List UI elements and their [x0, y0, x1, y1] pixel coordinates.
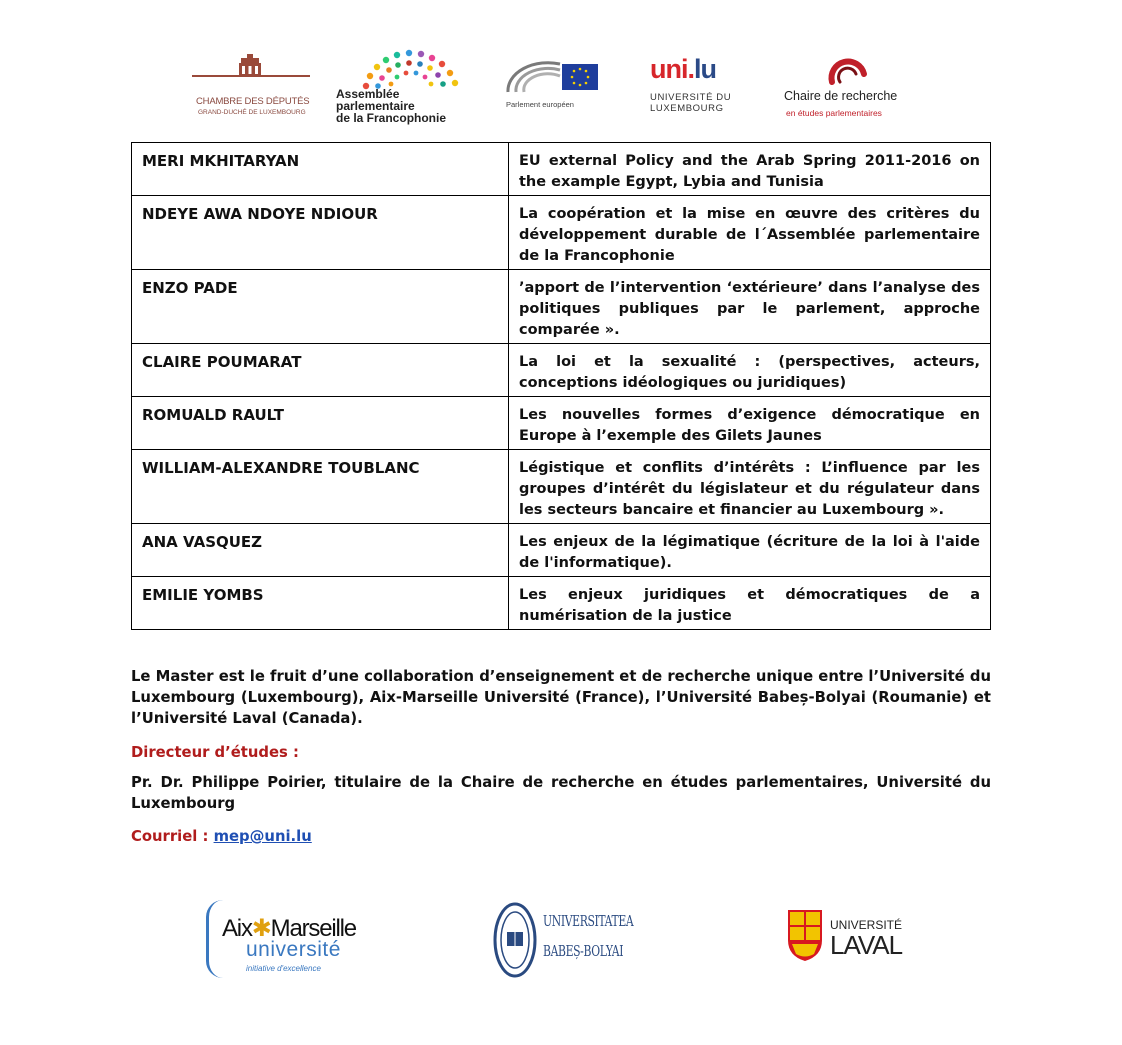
unilu-wordmark — [650, 54, 716, 85]
student-name: ENZO PADE — [132, 270, 509, 344]
table-row — [132, 270, 991, 344]
thesis-topic: ’apport de l’intervention ‘extérieure’ dans l’analyse des politiques publiques par le parlement, approche comparée ». — [509, 270, 991, 344]
ubb-line2: BABEȘ-BOLYAI — [543, 942, 624, 960]
university-luxembourg-logo — [646, 56, 756, 116]
table-row — [132, 196, 991, 270]
amu-line2: université — [246, 938, 341, 961]
aix-marseille-logo — [206, 900, 366, 982]
laval-line2: LAVAL — [830, 930, 903, 960]
student-name: MERI MKHITARYAN — [132, 143, 509, 196]
student-name: ROMUALD RAULT — [132, 397, 509, 450]
table-row — [132, 397, 991, 450]
amu-line3: initiative d'excellence — [246, 964, 321, 973]
unilu-lu: lu — [694, 54, 717, 84]
thesis-topic: La loi et la sexualité : (perspectives, acteurs, conceptions idéologiques ou juridiques) — [509, 344, 991, 397]
email-link[interactable]: mep@uni.lu — [213, 828, 312, 845]
apf-logo-line3: de la Francophonie — [336, 111, 447, 125]
table-row — [132, 450, 991, 524]
thesis-topic: Les enjeux juridiques et démocratiques de a numérisation de la justice — [509, 577, 991, 630]
thesis-topic: Légistique et conflits d’intérêts : L’influence par les groupes d’intérêt du législateur et du régulateur dans les secteurs bancaire et financier au Luxembourg ». — [509, 450, 991, 524]
thesis-topic: EU external Policy and the Arab Spring 2011-2016 on the example Egypt, Lybia and Tunisia — [509, 143, 991, 196]
student-name: CLAIRE POUMARAT — [132, 344, 509, 397]
unilu-dot: . — [687, 54, 695, 84]
student-name: NDEYE AWA NDOYE NDIOUR — [132, 196, 509, 270]
director-heading: Directeur d’études : — [131, 744, 299, 761]
universite-laval-logo — [786, 908, 910, 968]
collaboration-paragraph: Le Master est le fruit d’une collaboration d’enseignement et de recherche unique entre l’Université du Luxembourg (Luxembourg), Aix-Marseille Université (France), l’Université Babeș-Bolyai (Roumanie) et l’Université Laval (Canada). — [131, 668, 991, 727]
student-name: ANA VASQUEZ — [132, 524, 509, 577]
students-topics-table — [131, 142, 991, 630]
table-row — [132, 143, 991, 196]
table-row — [132, 344, 991, 397]
parliament-hemicycle-icon — [504, 58, 600, 98]
chaire-recherche-logo — [782, 52, 922, 124]
table-row — [132, 577, 991, 630]
chambre-logo-line1: CHAMBRE DES DÉPUTÉS — [196, 96, 310, 107]
student-name: EMILIE YOMBS — [132, 577, 509, 630]
table-row — [132, 524, 991, 577]
apf-logo — [334, 48, 472, 124]
email-line — [131, 826, 991, 847]
director-paragraph: Pr. Dr. Philippe Poirier, titulaire de la Chaire de recherche en études parlementaires, Université du Luxembourg — [131, 774, 991, 812]
student-name: WILLIAM-ALEXANDRE TOUBLANC — [132, 450, 509, 524]
chambre-des-deputes-logo — [188, 52, 313, 120]
babes-bolyai-logo — [493, 900, 633, 980]
unilu-sub2: LUXEMBOURG — [650, 103, 724, 114]
apf-dots-arc-icon — [358, 48, 468, 90]
chambre-rule — [192, 75, 310, 77]
amu-marseille: Marseille — [270, 915, 356, 942]
apf-logo-line2: parlementaire — [336, 99, 415, 113]
ubb-seal-icon — [493, 902, 537, 978]
thesis-topic: La coopération et la mise en œuvre des critères du développement durable de l´Assemblée parlementaire de la Francophonie — [509, 196, 991, 270]
amu-bracket — [206, 900, 223, 978]
chaire-swoosh-icon — [826, 52, 870, 88]
amu-aix: Aix — [222, 915, 252, 942]
unilu-sub1: UNIVERSITÉ DU — [650, 92, 732, 103]
laval-shield-icon — [786, 908, 824, 962]
ubb-line1: UNIVERSITATEA — [543, 912, 634, 930]
chambre-logo-line2: GRAND-DUCHÉ DE LUXEMBOURG — [198, 109, 306, 116]
email-label: Courriel : — [131, 828, 214, 845]
laval-line1: UNIVERSITÉ — [830, 918, 903, 932]
parlement-europeen-logo — [504, 58, 602, 114]
chaire-logo-line2: en études parlementaires — [786, 108, 882, 118]
amu-star-icon: ✱ — [251, 915, 271, 942]
parlement-europeen-label: Parlement européen — [506, 100, 574, 109]
thesis-topic: Les nouvelles formes d’exigence démocratique en Europe à l’exemple des Gilets Jaunes — [509, 397, 991, 450]
unilu-uni: uni — [650, 54, 688, 84]
chaire-logo-line1: Chaire de recherche — [784, 89, 898, 103]
thesis-topic: Les enjeux de la légimatique (écriture de la loi à l'aide de l'informatique). — [509, 524, 991, 577]
apf-logo-line1: Assemblée — [336, 87, 400, 101]
